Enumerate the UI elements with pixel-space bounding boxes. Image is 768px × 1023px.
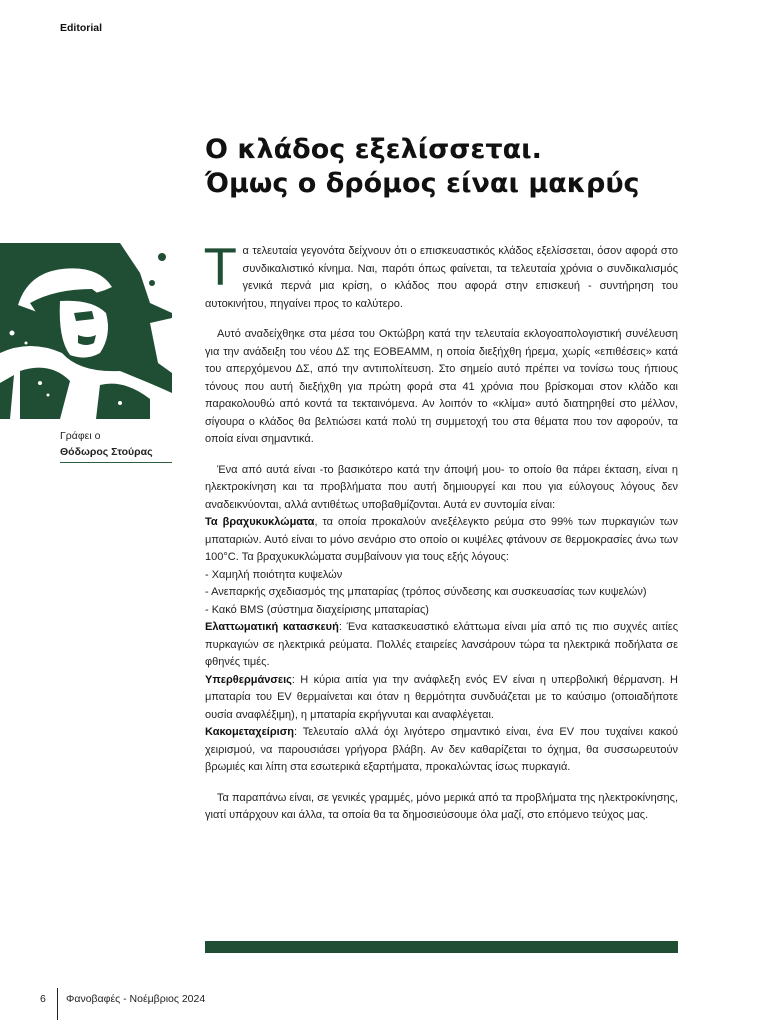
- article-paragraph: Ένα από αυτά είναι -το βασικότερο κατά την άποψή μου- το οποίο θα πάρει έκταση, είναι η ηλεκτροκίνηση και τα προβλήματα που αυτή δημιουργεί και που για εύλογους λόγους δεν αναδεικνύονται, αλλά αντιθέτως υποβαθμίζονται. Αυτά εν συντομία είναι:: [205, 463, 678, 511]
- article-body: [205, 239, 678, 825]
- intro-text: α τελευταία γεγονότα δείχνουν ότι ο επισκευαστικός κλάδος εξελίσσεται, όσον αφορά στο συνδικαλιστικό κίνημα. Ναι, παρότι όπως φαίνεται, τα τελευταία χρόνια ο συνδικαλισμός γενικά περνά μια κρίση, ο κλάδος που αφορά στην επισκευή - συντήρηση του αυτοκινήτου, πηγαίνει προς το καλύτερο.: [205, 245, 678, 310]
- overheat-label: Υπερθερμάνσεις: [205, 673, 292, 686]
- article-block: [205, 462, 678, 777]
- overheat-text: : Η κύρια αιτία για την ανάφλεξη ενός EV είναι η υπερβολική θέρμανση. Η μπαταρία του EV θερμαίνεται και όταν η θερμότητα συνδυάζεται με το καύσιμο (οποιαδήποτε ουσία αναφλέξιμη), η μπαταρία εκρήγνυται και αναφλέγεται.: [205, 673, 678, 721]
- list-item: - Χαμηλή ποιότητα κυψελών: [205, 568, 343, 581]
- closing-paragraph: Τα παραπάνω είναι, σε γενικές γραμμές, μόνο μερικά από τα προβλήματα της ηλεκτροκίνησης, γιατί υπάρχουν και άλλα, τα οποία θα τα δημοσιεύσουμε όλα μαζί, στο επόμενο τεύχος μας.: [205, 791, 678, 821]
- byline: [60, 428, 172, 463]
- list-item: - Κακό BMS (σύστημα διαχείρισης μπαταρίας): [205, 603, 429, 616]
- short-circuit-label: Τα βραχυκυκλώματα: [205, 516, 315, 528]
- section-label: Editorial: [60, 22, 103, 34]
- footer-rule: [205, 941, 678, 953]
- defect-label: Ελαττωματική κατασκευή: [205, 621, 339, 633]
- short-circuit-text: , τα οποία προκαλούν ανεξέλεγκτο ρεύμα στο 99% των πυρκαγιών των μπαταριών. Αυτό είναι το μόνο σενάριο στο οποίο οι κυψέλες φτάνουν σε θερμοκρασίες άνω των 100°C. Τα βραχυκυκλώματα συμβαίνουν για τους εξής λόγους:: [205, 516, 678, 563]
- drop-cap: Τ: [205, 239, 236, 297]
- page-number: 6: [40, 993, 46, 1005]
- author-photo: [0, 243, 172, 419]
- misuse-label: Κακομεταχείριση: [205, 726, 294, 738]
- byline-role: Γράφει ο: [60, 430, 101, 442]
- author-name: Θόδωρος Στούρας: [60, 444, 172, 463]
- article-paragraph: [205, 514, 678, 567]
- article-paragraph: [205, 619, 678, 672]
- magazine-issue: Φανοβαφές - Νοέμβριος 2024: [66, 993, 206, 1005]
- misuse-text: : Τελευταίο αλλά όχι λιγότερο σημαντικό είναι, ένα EV που τυχαίνει κακού χειρισμού, να παρουσιάσει γρήγορα βλάβη. Αν δεν καθαρίζεται το όχημα, θα συσσωρευτούν βρωμιές και λίπη στα εσωτερικά εξαρτήματα, προκαλώντας ίσως πυρκαγιά.: [205, 726, 678, 773]
- headline: [205, 133, 725, 201]
- article-paragraph: [205, 672, 678, 725]
- headline-line-2: Όμως ο δρόμος είναι μακρύς: [205, 168, 640, 199]
- defect-text: : Ένα κατασκευαστικό ελάττωμα είναι μία από τις πιο συχνές αιτίες πυρκαγιών σε ηλεκτρικά ρεύματα. Πολλές εταιρείες λανσάρουν τώρα τα ηλεκτρικά ποδήλατα σε φθηνές τιμές.: [205, 621, 678, 668]
- headline-line-1: Ο κλάδος εξελίσσεται.: [205, 134, 542, 165]
- list-item: - Ανεπαρκής σχεδιασμός της μπαταρίας (τρόπος σύνδεσης και συσκευασίας των κυψελών): [205, 586, 647, 598]
- article-paragraph: [205, 239, 678, 313]
- footer-divider: [57, 988, 58, 1020]
- article-paragraph: Αυτό αναδείχθηκε στα μέσα του Οκτώβρη κατά την τελευταία εκλογοαπολογιστική συνέλευση για την ανάδειξη του νέου ΔΣ της ΕΟΒΕΑΜΜ, η οποία διεξήχθη ήρεμα, χωρίς «επιθέσεις» κατά του απερχόμενου ΔΣ, από την αντιπολίτευση. Στο σημείο αυτό πρέπει να τονίσω τους ήπιους τόνους που αυτή διεξήχθη για πρώτη φορά στα 41 χρόνια που βρίσκομαι στον κλάδο και παρακολουθώ από κοντά τα τεκταινόμενα. Αν λοιπόν το «κλίμα» αυτό διατηρηθεί στο μέλλον, σίγουρα ο κλάδος θα βελτιώσει κατά πολύ τη συμμετοχή του στα θέματα που τον αφορούν, τα οποία είναι σημαντικά.: [205, 328, 678, 445]
- article-paragraph: [205, 724, 678, 777]
